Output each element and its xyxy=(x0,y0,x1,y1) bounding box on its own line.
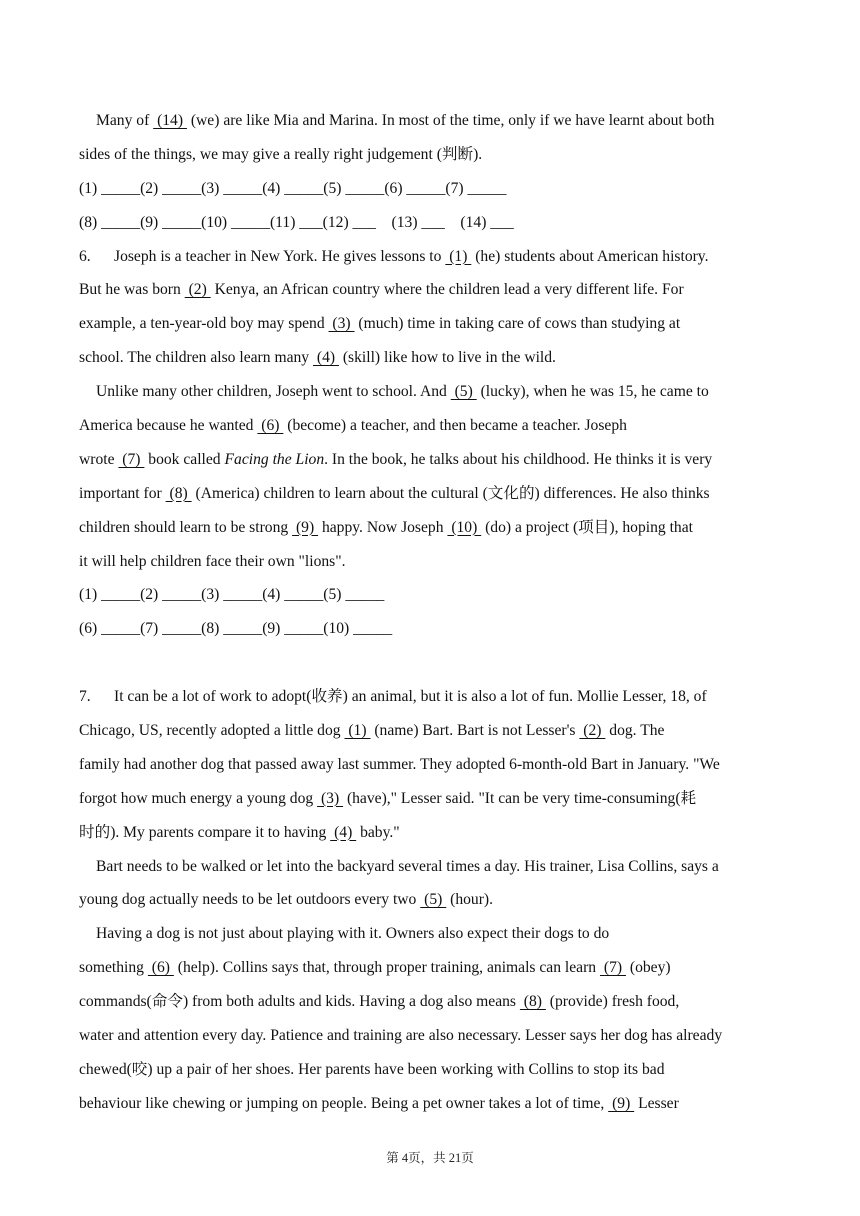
text-line xyxy=(79,443,785,477)
text-run: (he) students about American history. xyxy=(471,247,709,265)
text-run: Kenya, an African country where the children lead a very different life. For xyxy=(210,281,684,299)
blank-3: (3) xyxy=(328,315,355,333)
text-run: . In the book, he talks about his childhood. He thinks it is very xyxy=(324,450,713,468)
text-line xyxy=(79,240,785,274)
text-line: sides of the things, we may give a really right judgement (判断). xyxy=(79,145,483,163)
blank-4: (4) xyxy=(330,823,357,841)
text-line xyxy=(79,816,785,850)
text-run: (do) a project (项目), hoping that xyxy=(481,518,693,536)
text-run: (have)," Lesser said. "It can be very time-consuming(耗 xyxy=(343,789,697,807)
text-line xyxy=(79,951,785,985)
text-run: Chicago, US, recently adopted a little dog xyxy=(79,722,345,740)
spacer xyxy=(79,646,785,680)
text-line: Having a dog is not just about playing with it. Owners also expect their dogs to do xyxy=(96,925,610,943)
answer-line: (8) _____(9) _____(10) _____(11) ___(12) ___ (13) ___ (14) ___ xyxy=(79,213,514,231)
question-number: 7. xyxy=(79,688,91,706)
document-body xyxy=(79,104,785,1121)
text-run: children should learn to be strong xyxy=(79,518,293,536)
text-line: water and attention every day. Patience and training are also necessary. Lesser says her dog has already xyxy=(79,1027,723,1045)
text-line: it will help children face their own "lions". xyxy=(79,552,346,570)
blank-1: (1) xyxy=(445,247,472,265)
blank-6: (6) xyxy=(147,959,174,977)
blank-2: (2) xyxy=(184,281,211,299)
text-line xyxy=(79,341,785,375)
text-run: commands(命令) from both adults and kids. Having a dog also means xyxy=(79,993,520,1011)
blank-6: (6) xyxy=(257,417,284,435)
text-line: family had another dog that passed away last summer. They adopted 6-month-old Bart in January. "We xyxy=(79,755,720,773)
blank-10: (10) xyxy=(447,518,482,536)
answer-line: (1) _____(2) _____(3) _____(4) _____(5) _____ xyxy=(79,586,385,604)
blank-3: (3) xyxy=(317,789,344,807)
text-run: (become) a teacher, and then became a teacher. Joseph xyxy=(283,417,627,435)
text-run: something xyxy=(79,959,148,977)
text-run: It can be a lot of work to adopt(收养) an animal, but it is also a lot of fun. Mollie Lesser, 18, of xyxy=(114,688,707,706)
text-run: 时的). My parents compare it to having xyxy=(79,823,331,841)
text-run: (we) are like Mia and Marina. In most of the time, only if we have learnt about both xyxy=(186,112,715,129)
text-line xyxy=(79,985,785,1019)
text-line xyxy=(79,104,785,138)
text-line xyxy=(79,680,785,714)
blank-9: (9) xyxy=(292,518,319,536)
text-run: Joseph is a teacher in New York. He gives lessons to xyxy=(114,247,446,265)
text-run: behaviour like chewing or jumping on people. Being a pet owner takes a lot of time, xyxy=(79,1094,609,1112)
text-line xyxy=(79,307,785,341)
text-line: chewed(咬) up a pair of her shoes. Her parents have been working with Collins to stop its bad xyxy=(79,1060,665,1078)
text-run: wrote xyxy=(79,450,119,468)
text-run: example, a ten-year-old boy may spend xyxy=(79,315,329,333)
text-run: important for xyxy=(79,484,166,502)
blank-1: (1) xyxy=(344,722,371,740)
text-line xyxy=(79,375,785,409)
book-title: Facing the Lion xyxy=(224,450,325,468)
blank-5: (5) xyxy=(450,383,477,401)
text-run: young dog actually needs to be let outdoors every two xyxy=(79,891,421,909)
text-run: dog. The xyxy=(605,722,665,740)
text-line xyxy=(79,883,785,917)
text-line: Bart needs to be walked or let into the backyard several times a day. His trainer, Lisa Collins, says a xyxy=(96,857,719,875)
text-run: book called xyxy=(144,450,225,468)
text-run: (much) time in taking care of cows than studying at xyxy=(354,315,681,333)
blank-8: (8) xyxy=(165,484,192,502)
text-run: (name) Bart. Bart is not Lesser's xyxy=(370,722,580,740)
text-run: (skill) like how to live in the wild. xyxy=(338,349,556,367)
text-run: (help). Collins says that, through proper training, animals can learn xyxy=(173,959,600,977)
text-run: (America) children to learn about the cultural (文化的) differences. He also thinks xyxy=(191,484,710,502)
text-run: (obey) xyxy=(625,959,671,977)
blank-5: (5) xyxy=(420,891,447,909)
answer-line: (6) _____(7) _____(8) _____(9) _____(10) _____ xyxy=(79,620,393,638)
text-run: school. The children also learn many xyxy=(79,349,313,367)
text-run: Unlike many other children, Joseph went to school. And xyxy=(96,383,451,401)
blank-7: (7) xyxy=(118,450,145,468)
page-footer: 第 4页，共 21页 xyxy=(386,1151,474,1165)
blank-4: (4) xyxy=(312,349,339,367)
text-run: happy. Now Joseph xyxy=(318,518,448,536)
blank-8: (8) xyxy=(519,993,546,1011)
text-run: (lucky), when he was 15, he came to xyxy=(476,383,709,401)
text-run: (provide) fresh food, xyxy=(545,993,680,1011)
blank-9: (9) xyxy=(608,1094,635,1112)
answer-line: (1) _____(2) _____(3) _____(4) _____(5) _____(6) _____(7) _____ xyxy=(79,179,507,197)
blank-2: (2) xyxy=(579,722,606,740)
text-run: baby." xyxy=(356,823,400,841)
question-number: 6. xyxy=(79,247,91,265)
text-line xyxy=(79,409,785,443)
text-run: (hour). xyxy=(446,891,494,909)
blank-14: (14) xyxy=(153,112,187,129)
text-run: forgot how much energy a young dog xyxy=(79,789,318,807)
text-run: But he was born xyxy=(79,281,185,299)
text-line xyxy=(79,1087,785,1121)
text-line xyxy=(79,714,785,748)
text-line xyxy=(79,273,785,307)
text-line xyxy=(79,477,785,511)
text-run: Lesser xyxy=(634,1094,679,1112)
blank-7: (7) xyxy=(600,959,626,977)
text-run: America because he wanted xyxy=(79,417,258,435)
text-line xyxy=(79,511,785,545)
text-line xyxy=(79,782,785,816)
text-run: Many of xyxy=(96,112,154,129)
